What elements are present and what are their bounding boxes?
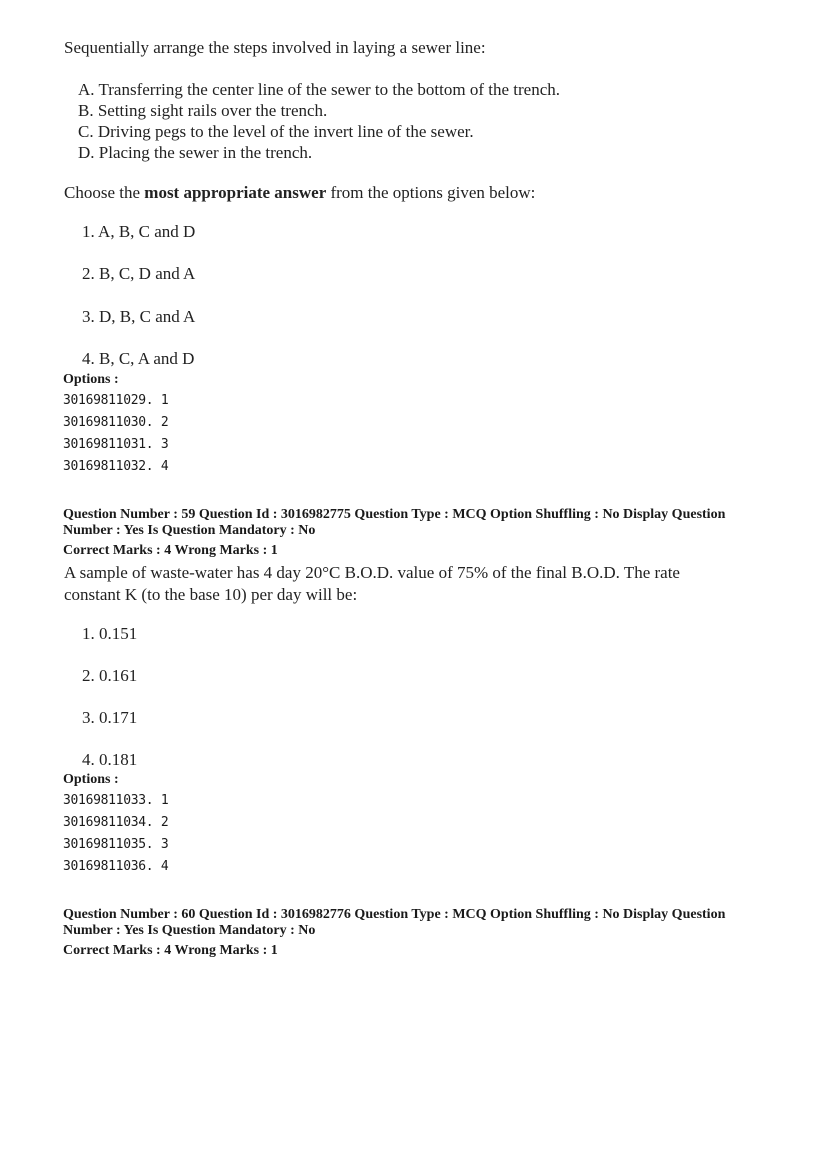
q59-stem-line2: constant K (to the base 10) per day will be:	[64, 585, 358, 604]
q58-option-id-2: 30169811030. 2	[63, 415, 169, 430]
q58-choice-4: 4. B, C, A and D	[82, 349, 195, 368]
q58-choice-3: 3. D, B, C and A	[82, 307, 196, 326]
q58-choice-2: 2. B, C, D and A	[82, 264, 196, 283]
q59-choice-4: 4. 0.181	[82, 750, 138, 769]
q60-meta-line2: Number : Yes Is Question Mandatory : No	[63, 923, 316, 938]
q59-option-id-3: 30169811035. 3	[63, 837, 169, 852]
q58-step-d: D. Placing the sewer in the trench.	[78, 143, 313, 162]
q60-meta-line1: Question Number : 60 Question Id : 3016982776 Question Type : MCQ Option Shuffling : No Display Question	[63, 907, 726, 922]
q59-meta-line2: Number : Yes Is Question Mandatory : No	[63, 523, 316, 538]
q58-stem: Sequentially arrange the steps involved in laying a sewer line:	[64, 38, 486, 57]
q58-options-label: Options :	[63, 372, 119, 387]
q58-instruction: Choose the most appropriate answer from the options given below:	[64, 183, 536, 202]
q59-option-id-4: 30169811036. 4	[63, 859, 169, 874]
q60-marks: Correct Marks : 4 Wrong Marks : 1	[63, 943, 278, 958]
q59-option-id-1: 30169811033. 1	[63, 793, 169, 808]
q59-choice-2: 2. 0.161	[82, 666, 138, 685]
q59-options-label: Options :	[63, 772, 119, 787]
q59-option-id-2: 30169811034. 2	[63, 815, 169, 830]
q58-option-id-3: 30169811031. 3	[63, 437, 169, 452]
q59-choice-3: 3. 0.171	[82, 708, 138, 727]
q58-step-a: A. Transferring the center line of the sewer to the bottom of the trench.	[78, 80, 561, 99]
q59-stem-line1: A sample of waste-water has 4 day 20°C B.O.D. value of 75% of the final B.O.D. The rate	[64, 563, 680, 582]
q58-step-b: B. Setting sight rails over the trench.	[78, 101, 328, 120]
q58-choice-1: 1. A, B, C and D	[82, 222, 196, 241]
q59-choice-1: 1. 0.151	[82, 624, 138, 643]
q58-option-id-4: 30169811032. 4	[63, 459, 169, 474]
q59-marks: Correct Marks : 4 Wrong Marks : 1	[63, 543, 278, 558]
q58-step-c: C. Driving pegs to the level of the invert line of the sewer.	[78, 122, 474, 141]
q58-option-id-1: 30169811029. 1	[63, 393, 169, 408]
q59-meta-line1: Question Number : 59 Question Id : 3016982775 Question Type : MCQ Option Shuffling : No Display Question	[63, 507, 726, 522]
